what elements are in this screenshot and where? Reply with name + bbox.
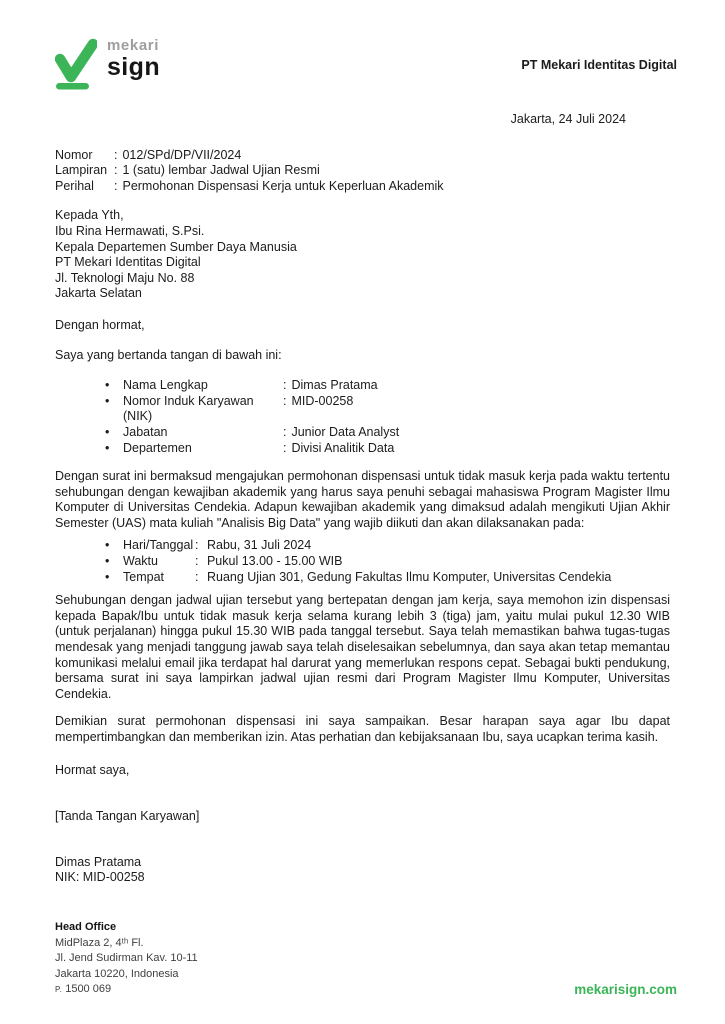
- phone-label: P.: [55, 985, 63, 995]
- address-line: Jl. Jend Sudirman Kav. 10-11: [55, 952, 198, 965]
- colon-separator: :: [283, 378, 287, 393]
- recipient-line: PT Mekari Identitas Digital: [55, 255, 201, 270]
- company-name: PT Mekari Identitas Digital: [521, 58, 677, 72]
- exam-value: Rabu, 31 Juli 2024: [206, 538, 312, 553]
- head-office-title: Head Office: [55, 921, 117, 934]
- intro-line: Saya yang bertanda tangan di bawah ini:: [55, 347, 282, 362]
- colon-separator: :: [195, 569, 199, 584]
- logo-brand-top: mekari: [107, 37, 159, 54]
- phone-number: 1500 069: [65, 983, 112, 996]
- exam-value: Ruang Ujian 301, Gedung Fakultas Ilmu Komputer, Universitas Cendekia: [206, 569, 612, 584]
- colon-separator: :: [114, 178, 118, 193]
- phone-row: [55, 982, 198, 998]
- colon-separator: :: [114, 147, 118, 162]
- colon-separator: :: [195, 554, 199, 569]
- employee-label: Departemen: [123, 440, 192, 455]
- exam-value: Pukul 13.00 - 15.00 WIB: [206, 554, 343, 569]
- bullet-icon: •: [105, 378, 110, 393]
- employee-value: Junior Data Analyst: [291, 424, 400, 439]
- employee-value: Divisi Analitik Data: [291, 440, 395, 455]
- signer-nik: NIK: MID-00258: [55, 870, 145, 885]
- paragraph-request: Sehubungan dengan jadwal ujian tersebut yang bertepatan dengan jam kerja, saya memohon izin dispensasi kepada Bapak/Ibu untuk tidak masuk kerja selama kurang lebih 3 (tiga) jam, yaitu mulai pukul 12.30 WIB (untuk perjalanan) hingga pukul 15.30 WIB pada tanggal tersebut. Saya telah memastikan bahwa tugas-tugas mendesak yang menjadi tanggung jawab saya telah diselesaikan sebelumnya, dan saya akan tetap memantau komunikasi melalui email jika terdapat hal darurat yang memerlukan respons cepat. Sebagai bukti pendukung, bersama surat ini saya lampirkan jadwal ujian resmi dari Program Magister Ilmu Komputer, Universitas Cendekia.: [55, 593, 670, 701]
- exam-label: Tempat: [123, 569, 164, 584]
- meta-label: Nomor: [55, 147, 93, 162]
- logo-brand-bottom: sign: [107, 53, 160, 81]
- meta-row-lampiran: [55, 163, 670, 179]
- employee-detail-list: [55, 378, 670, 456]
- recipient-line: Jakarta Selatan: [55, 286, 142, 301]
- meta-row-nomor: [55, 148, 670, 164]
- list-item: [105, 378, 670, 394]
- employee-label: Jabatan: [123, 424, 168, 439]
- date-line: Jakarta, 24 Juli 2024: [510, 112, 626, 126]
- exam-schedule-list: [55, 538, 670, 585]
- letter-footer: [55, 920, 677, 998]
- letter-body: [55, 112, 670, 886]
- meta-row-perihal: [55, 179, 670, 195]
- bullet-icon: •: [105, 424, 110, 439]
- colon-separator: :: [195, 538, 199, 553]
- list-item: [105, 570, 670, 586]
- exam-label: Hari/Tanggal: [123, 538, 194, 553]
- bullet-icon: •: [105, 538, 110, 553]
- logo-wordmark: [107, 38, 160, 80]
- bullet-icon: •: [105, 554, 110, 569]
- letter-meta: [55, 148, 670, 195]
- meta-value: 012/SPd/DP/VII/2024: [122, 147, 242, 162]
- employee-value: Dimas Pratama: [291, 378, 378, 393]
- exam-label: Waktu: [123, 554, 158, 569]
- check-icon: [55, 38, 97, 90]
- colon-separator: :: [114, 163, 118, 178]
- colon-separator: :: [283, 424, 287, 439]
- recipient-block: [55, 208, 670, 302]
- employee-label: Nama Lengkap: [123, 378, 208, 393]
- meta-label: Lampiran: [55, 163, 108, 178]
- employee-value: MID-00258: [291, 393, 354, 408]
- list-item: [105, 425, 670, 441]
- bullet-icon: •: [105, 440, 110, 455]
- meta-value: 1 (satu) lembar Jadwal Ujian Resmi: [122, 163, 320, 178]
- recipient-line: Ibu Rina Hermawati, S.Psi.: [55, 223, 205, 238]
- meta-label: Perihal: [55, 178, 94, 193]
- mekari-sign-logo: [55, 38, 160, 90]
- signature-placeholder: [Tanda Tangan Karyawan]: [55, 809, 200, 824]
- bullet-icon: •: [105, 393, 110, 408]
- bullet-icon: •: [105, 569, 110, 584]
- address-line: MidPlaza 2, 4ᵗʰ Fl.: [55, 936, 144, 949]
- list-item: [105, 554, 670, 570]
- recipient-line: Kepada Yth,: [55, 208, 124, 223]
- paragraph-closing: Demikian surat permohonan dispensasi ini saya sampaikan. Besar harapan saya agar Ibu dapat mempertimbangkan dan memberikan izin. Atas perhatian dan kebijaksanaan Ibu, saya ucapkan terima kasih.: [55, 714, 670, 744]
- letterhead: [55, 38, 677, 90]
- salutation: Dengan hormat,: [55, 317, 145, 332]
- recipient-line: Kepala Departemen Sumber Daya Manusia: [55, 239, 297, 254]
- meta-value: Permohonan Dispensasi Kerja untuk Keperluan Akademik: [122, 178, 444, 193]
- head-office-block: [55, 920, 198, 998]
- recipient-line: Jl. Teknologi Maju No. 88: [55, 270, 195, 285]
- signer-name: Dimas Pratama: [55, 854, 142, 869]
- list-item: [105, 441, 670, 457]
- colon-separator: :: [283, 440, 287, 455]
- list-item: [105, 538, 670, 554]
- employee-label: Nomor Induk Karyawan (NIK): [123, 393, 254, 424]
- website-link[interactable]: mekarisign.com: [574, 982, 677, 998]
- address-line: Jakarta 10220, Indonesia: [55, 967, 179, 980]
- colon-separator: :: [283, 393, 287, 408]
- paragraph-purpose: Dengan surat ini bermaksud mengajukan permohonan dispensasi untuk tidak masuk kerja pada waktu tertentu sehubungan dengan kewajiban akademik yang harus saya penuhi sebagai mahasiswa Program Magister Ilmu Komputer di Universitas Cendekia. Adapun kewajiban akademik yang dimaksud adalah mengikuti Ujian Akhir Semester (UAS) mata kuliah "Analisis Big Data" yang wajib diikuti dan akan dilaksanakan pada:: [55, 469, 670, 530]
- closing-line: Hormat saya,: [55, 762, 130, 777]
- list-item: [105, 394, 670, 425]
